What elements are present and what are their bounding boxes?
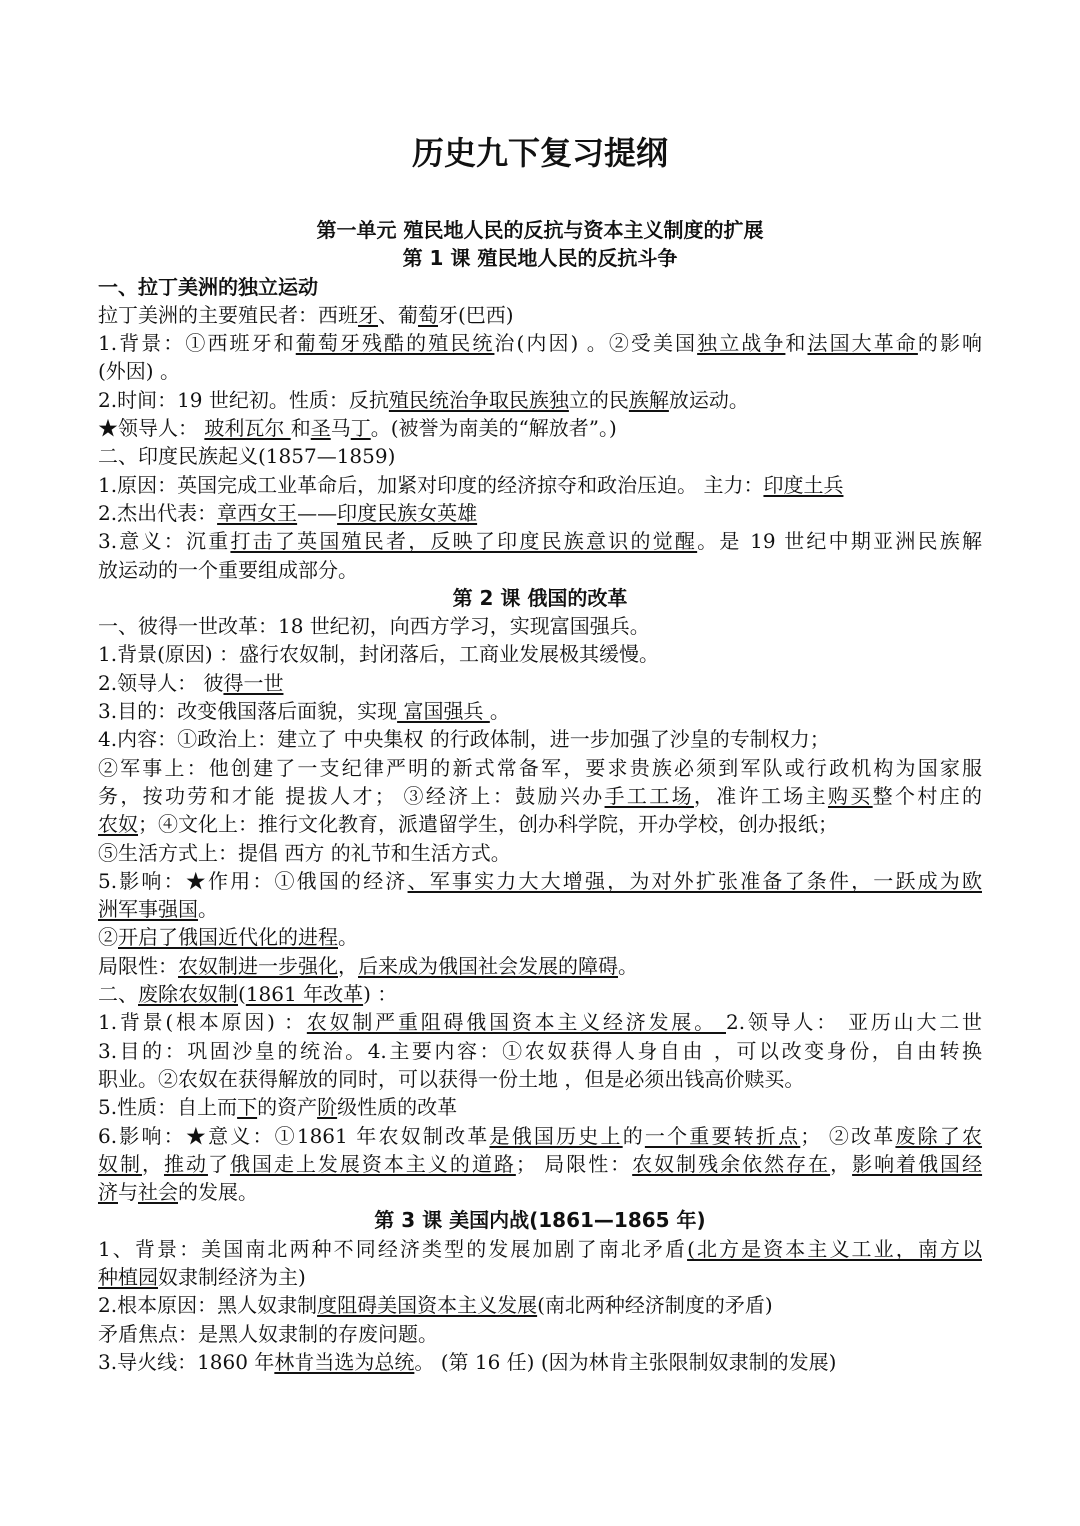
text-line [98, 782, 982, 810]
underlined-text: 度阻碍美国资本主义发展 [317, 1293, 538, 1318]
text-line [98, 1291, 982, 1319]
underlined-text: 独立战争 [697, 331, 786, 356]
text-segment: 第 2 课 俄国的改革 [452, 585, 628, 610]
text-segment: 3.目的：改变俄国落后面貌，实现 [98, 699, 398, 724]
text-segment: 整个村庄的 [872, 783, 983, 808]
text-line [98, 669, 982, 697]
underlined-text: 废除了农 [895, 1123, 983, 1148]
underlined-text: 牙 [358, 302, 378, 327]
text-segment: 。 [618, 953, 638, 978]
underlined-text: 影响着俄国经 [852, 1151, 983, 1176]
text-segment: 2.领导人： 彼 [98, 670, 224, 695]
underlined-text: 农奴制严重阻碍俄国资本主义经济发展。 [306, 1010, 726, 1035]
text-segment: ； 局限性： [515, 1151, 633, 1176]
text-segment: 1.背景：①西班牙和 [98, 331, 296, 356]
underlined-text: 族解 [628, 387, 669, 412]
text-segment: 治(内因) 。②受美国 [494, 331, 698, 356]
text-segment: 一、拉丁美洲的独立运动 [98, 274, 318, 299]
text-segment: ★领导人： [98, 416, 205, 441]
text-segment: 级性质的改革 [337, 1095, 458, 1120]
text-segment: 的 [622, 1123, 645, 1148]
text-line [98, 839, 982, 867]
underlined-text: 一个重要转折点 [644, 1123, 801, 1148]
text-segment: 的影响 [917, 331, 983, 356]
underlined-text: 农奴制进一步强化 [178, 953, 338, 978]
text-segment: 马 [330, 416, 351, 441]
text-segment: ， [338, 953, 358, 978]
underlined-text: 购买 [827, 783, 873, 808]
text-segment: 放运动的一个重要组成部分。 [98, 557, 358, 582]
underlined-text: 农奴 [98, 812, 138, 837]
text-line [98, 1008, 982, 1036]
text-segment: 4.内容：①政治上：建立了 中央集权 的行政体制，进一步加强了沙皇的专制权力； [98, 727, 830, 752]
text-segment: 与 [118, 1180, 138, 1205]
text-segment: 5.性质：自上而 [98, 1095, 238, 1120]
text-segment: 二、印度民族起义(1857—1859) [98, 444, 396, 469]
text-segment: 职业。②农奴在获得解放的同时，可以获得一份土地 ，但是必须出钱高价赎买。 [98, 1066, 805, 1091]
text-line [98, 386, 982, 414]
underlined-text: 法国大革命 [807, 331, 918, 356]
text-segment: 、葡 [378, 302, 418, 327]
text-segment: 第 3 课 美国内战(1861—1865 年) [374, 1208, 706, 1233]
document-title: 历史九下复习提纲 [411, 134, 668, 172]
text-line [98, 895, 982, 923]
text-segment: ，准许工场主 [693, 783, 828, 808]
text-line [98, 1320, 982, 1348]
text-segment: 放运动。 [668, 387, 749, 412]
section-heading [98, 584, 982, 612]
text-segment: 第 1 课 殖民地人民的反抗斗争 [402, 246, 678, 271]
text-line [98, 1065, 982, 1093]
text-segment: 3.目的：巩固沙皇的统治。4.主要内容：①农奴获得人身自由 ，可以改变身份，自由转换 [98, 1038, 982, 1063]
underlined-text: 手工工场 [604, 783, 694, 808]
text-line [98, 697, 982, 725]
text-segment: 1.背景(根本原因) ： [98, 1010, 307, 1035]
text-line [98, 1235, 982, 1263]
text-line [98, 810, 982, 838]
text-segment: 。是 19 世纪中期亚洲民族解 [697, 529, 982, 554]
underlined-text: 推动 [163, 1151, 208, 1176]
text-segment: ② [98, 925, 118, 950]
underlined-text: 开启了俄国近代化的进程 [118, 925, 338, 950]
text-line [98, 471, 982, 499]
document-body [98, 216, 982, 1376]
text-line [98, 556, 982, 584]
text-segment: 第一单元 殖民地人民的反抗与资本主义制度的扩展 [316, 218, 764, 242]
text-segment: 6.影响：★意义：①1861 年农奴制改革 [98, 1123, 490, 1148]
text-line [98, 980, 982, 1008]
text-segment: 3.导火线：1860 年 [98, 1349, 275, 1374]
text-line [98, 923, 982, 951]
underlined-text: 、军事实力大大增强，为对外扩张准备了条件，一跃成为欧 [407, 868, 982, 893]
underlined-text: 林肯当选为总统 [274, 1349, 415, 1374]
text-segment: 立的民 [568, 387, 629, 412]
text-line [98, 640, 982, 668]
underlined-text: 社会 [138, 1180, 178, 1205]
section-heading [98, 1206, 982, 1234]
underlined-text: 济 [98, 1180, 118, 1205]
underlined-text: 废除农奴制 [138, 982, 238, 1007]
text-segment: 一、彼得一世改革：18 世纪初，向西方学习，实现富国强兵。 [98, 614, 650, 639]
text-line [98, 1263, 982, 1291]
text-segment: 。 [489, 699, 510, 724]
underlined-text: 富国强兵 [397, 699, 490, 724]
text-line [98, 1122, 982, 1150]
text-segment: 奴隶制经济为主) [158, 1264, 306, 1289]
text-line [98, 1178, 982, 1206]
underlined-text: 阶 [317, 1095, 338, 1120]
underlined-text: 玻利瓦尔 [204, 416, 291, 441]
text-segment: 二、 [98, 982, 138, 1007]
text-segment: ( [238, 982, 246, 1007]
text-segment: 矛盾焦点：是黑人奴隶制的存废问题。 [98, 1321, 438, 1346]
underlined-text: 奴制 [98, 1151, 142, 1176]
text-line [98, 952, 982, 980]
text-segment: 。 (第 16 任) (因为林肯主张限制奴隶制的发展) [414, 1349, 837, 1374]
underlined-text: (北方是资本主义工业，南方以 [687, 1236, 982, 1261]
text-line [98, 1348, 982, 1376]
text-segment: ⑤生活方式上：提倡 西方 的礼节和生活方式。 [98, 840, 511, 865]
text-segment: 。 [198, 897, 218, 922]
text-segment: 2.领导人： 亚历山大二世 [726, 1010, 983, 1035]
text-segment: ) ： [363, 982, 398, 1007]
text-segment: ②军事上：他创建了一支纪律严明的新式常备军，要求贵族必须到军队或行政机构为国家服 [98, 755, 982, 780]
underlined-text: 打击了英国殖民者，反映了印度民族意识的觉醒 [230, 529, 698, 554]
text-segment: 5.影响：★作用：①俄国的经济 [98, 868, 408, 893]
text-segment: 局限性： [98, 953, 178, 978]
text-line [98, 442, 982, 470]
text-segment: 。(被誉为南美的“解放者”。) [370, 416, 617, 441]
text-line [98, 527, 982, 555]
text-line [98, 1093, 982, 1121]
text-segment: ， [830, 1151, 853, 1176]
text-segment: 拉丁美洲的主要殖民者：西班 [98, 302, 358, 327]
text-segment: ；④文化上：推行文化教育，派遣留学生，创办科学院，开办学校，创办报纸； [138, 812, 838, 837]
text-segment: ； ②改革 [800, 1123, 896, 1148]
text-segment: 2.时间：19 世纪初。性质：反抗 [98, 387, 389, 412]
underlined-text: 丁 [350, 416, 371, 441]
text-segment: ， [141, 1151, 164, 1176]
underlined-text: 萄 [418, 302, 438, 327]
text-line [98, 414, 982, 442]
text-segment: 。 [338, 925, 358, 950]
underlined-text: 圣 [310, 416, 331, 441]
underlined-text: 印度民族女英雄 [337, 500, 478, 525]
text-line [98, 612, 982, 640]
text-line [98, 499, 982, 527]
text-segment: (南北两种经济制度的矛盾) [537, 1293, 773, 1318]
text-segment: 2.杰出代表： [98, 500, 218, 525]
underlined-text: 下 [237, 1095, 258, 1120]
text-segment: 和 [785, 331, 808, 356]
text-line [98, 357, 982, 385]
text-segment: —— [297, 500, 338, 525]
text-segment: 务，按功劳和才能 提拔人才； ③经济上：鼓励兴办 [98, 783, 605, 808]
text-segment: 2.根本原因：黑人奴隶制 [98, 1293, 318, 1318]
underlined-text: 1861 年改革 [245, 982, 364, 1007]
text-line [98, 867, 982, 895]
text-line [98, 754, 982, 782]
underlined-text: 农奴制残余依然存在 [632, 1151, 831, 1176]
text-line [98, 301, 982, 329]
text-segment: 的资产 [257, 1095, 318, 1120]
underlined-text: 葡萄牙残酷的殖民统 [295, 331, 495, 356]
text-segment: 1.背景(原因) ：盛行农奴制，封闭落后，工商业发展极其缓慢。 [98, 642, 660, 667]
text-segment: 了 [207, 1151, 230, 1176]
text-line [98, 329, 982, 357]
subsection-heading [98, 273, 982, 301]
underlined-text: 得一世 [223, 670, 284, 695]
underlined-text: 后来成为俄国社会发展的障碍 [358, 953, 618, 978]
underlined-text: 是俄国历史上 [489, 1123, 623, 1148]
section-heading [98, 216, 982, 244]
text-segment: (外因) 。 [98, 359, 180, 384]
text-line [98, 1150, 982, 1178]
underlined-text: 章西女王 [217, 500, 298, 525]
underlined-text: 洲军事强国 [98, 897, 198, 922]
text-segment: 的发展。 [178, 1180, 258, 1205]
underlined-text: 印度土兵 [763, 472, 844, 497]
text-segment: 1.原因：英国完成工业革命后，加紧对印度的经济掠夺和政治压迫。 主力： [98, 472, 764, 497]
underlined-text: 种植园 [98, 1264, 158, 1289]
underlined-text: 殖民统治争取民族独 [388, 387, 569, 412]
text-segment: 和 [290, 416, 311, 441]
text-segment: 3.意义：沉重 [98, 529, 231, 554]
section-heading [98, 244, 982, 272]
text-segment: 牙(巴西) [438, 302, 514, 327]
underlined-text: 俄国走上发展资本主义的道路 [229, 1151, 516, 1176]
text-segment: 1、背景：美国南北两种不同经济类型的发展加剧了南北矛盾 [98, 1236, 688, 1261]
text-line [98, 1037, 982, 1065]
text-line [98, 725, 982, 753]
